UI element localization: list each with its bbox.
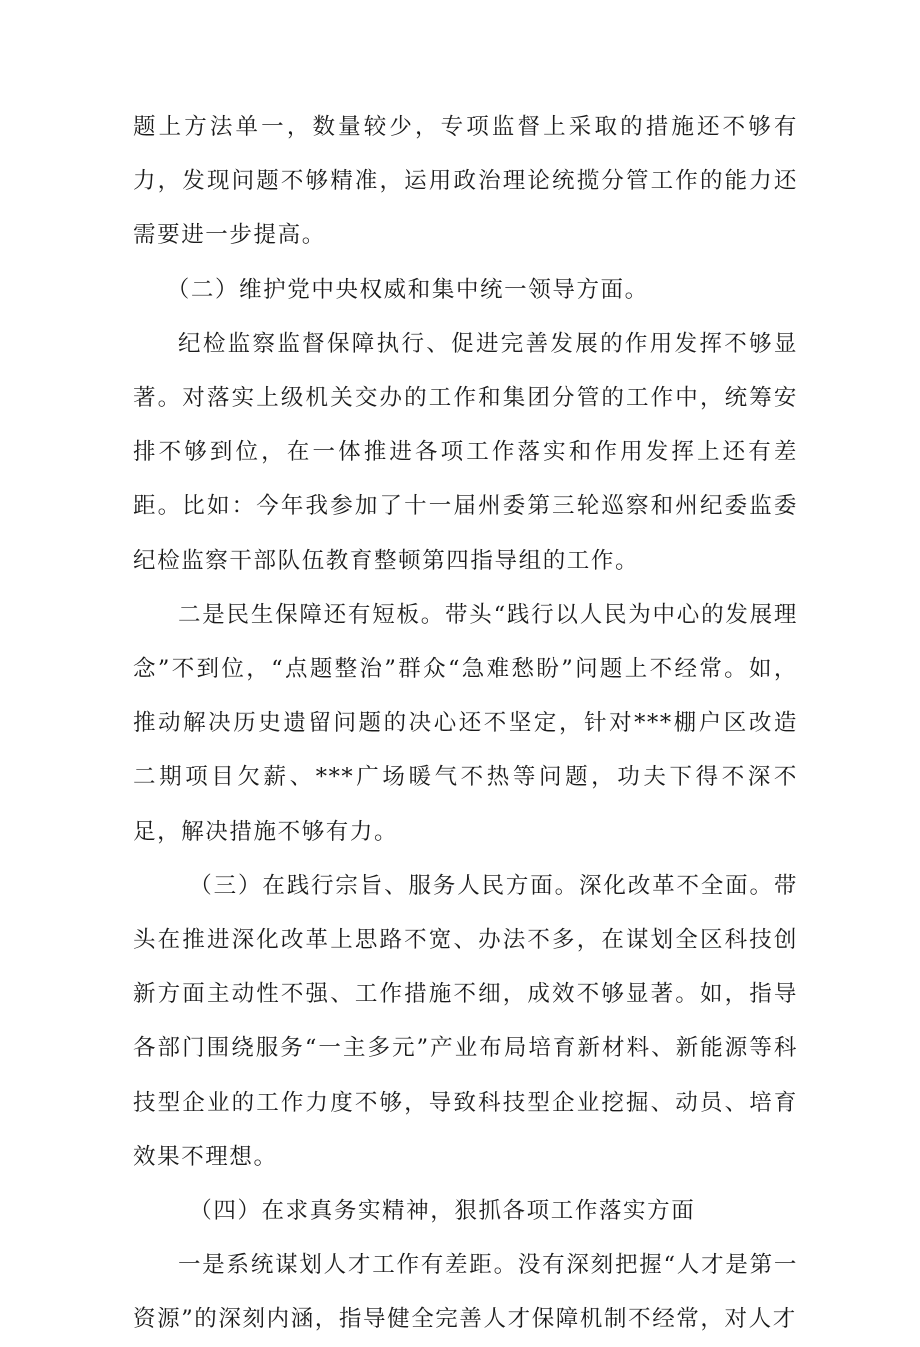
paragraph-supervision: 纪检监察监督保障执行、促进完善发展的作用发挥不够显著。对落实上级机关交办的工作和集团分管的工作中，统筹安排不够到位，在一体推进各项工作落实和作用发挥上还有差距。比如：今年我参加了十一届州委第三轮巡察和州纪委监委纪检监察干部队伍教育整顿第四指导组的工作。 bbox=[133, 330, 798, 574]
document-body bbox=[133, 100, 798, 1347]
paragraph-continuation: 题上方法单一，数量较少，专项监督上采取的措施还不够有力，发现问题不够精准，运用政治理论统揽分管工作的能力还需要进一步提高。 bbox=[133, 114, 798, 249]
paragraph-talent: 一是系统谋划人才工作有差距。没有深刻把握“人才是第一资源”的深刻内涵，指导健全完善人才保障机制不经常，对人才 bbox=[133, 1252, 798, 1333]
paragraph-livelihood: 二是民生保障还有短板。带头“践行以人民为中心的发展理念”不到位，“点题整治”群众“急难愁盼”问题上不经常。如，推动解决历史遗留问题的决心还不坚定，针对***棚户区改造二期项目欠薪、***广场暖气不热等问题，功夫下得不深不足，解决措施不够有力。 bbox=[133, 601, 798, 845]
section-heading-2: （二）维护党中央权威和集中统一领导方面。 bbox=[166, 276, 649, 303]
section-heading-4: （四）在求真务实精神，狠抓各项工作落实方面 bbox=[189, 1198, 696, 1225]
section-heading-3-paragraph: （三）在践行宗旨、服务人民方面。深化改革不全面。带头在推进深化改革上思路不宽、办法不多，在谋划全区科技创新方面主动性不强、工作措施不细，成效不够显著。如，指导各部门围绕服务“一主多元”产业布局培育新材料、新能源等科技型企业的工作力度不够，导致科技型企业挖掘、动员、培育效果不理想。 bbox=[133, 872, 798, 1170]
